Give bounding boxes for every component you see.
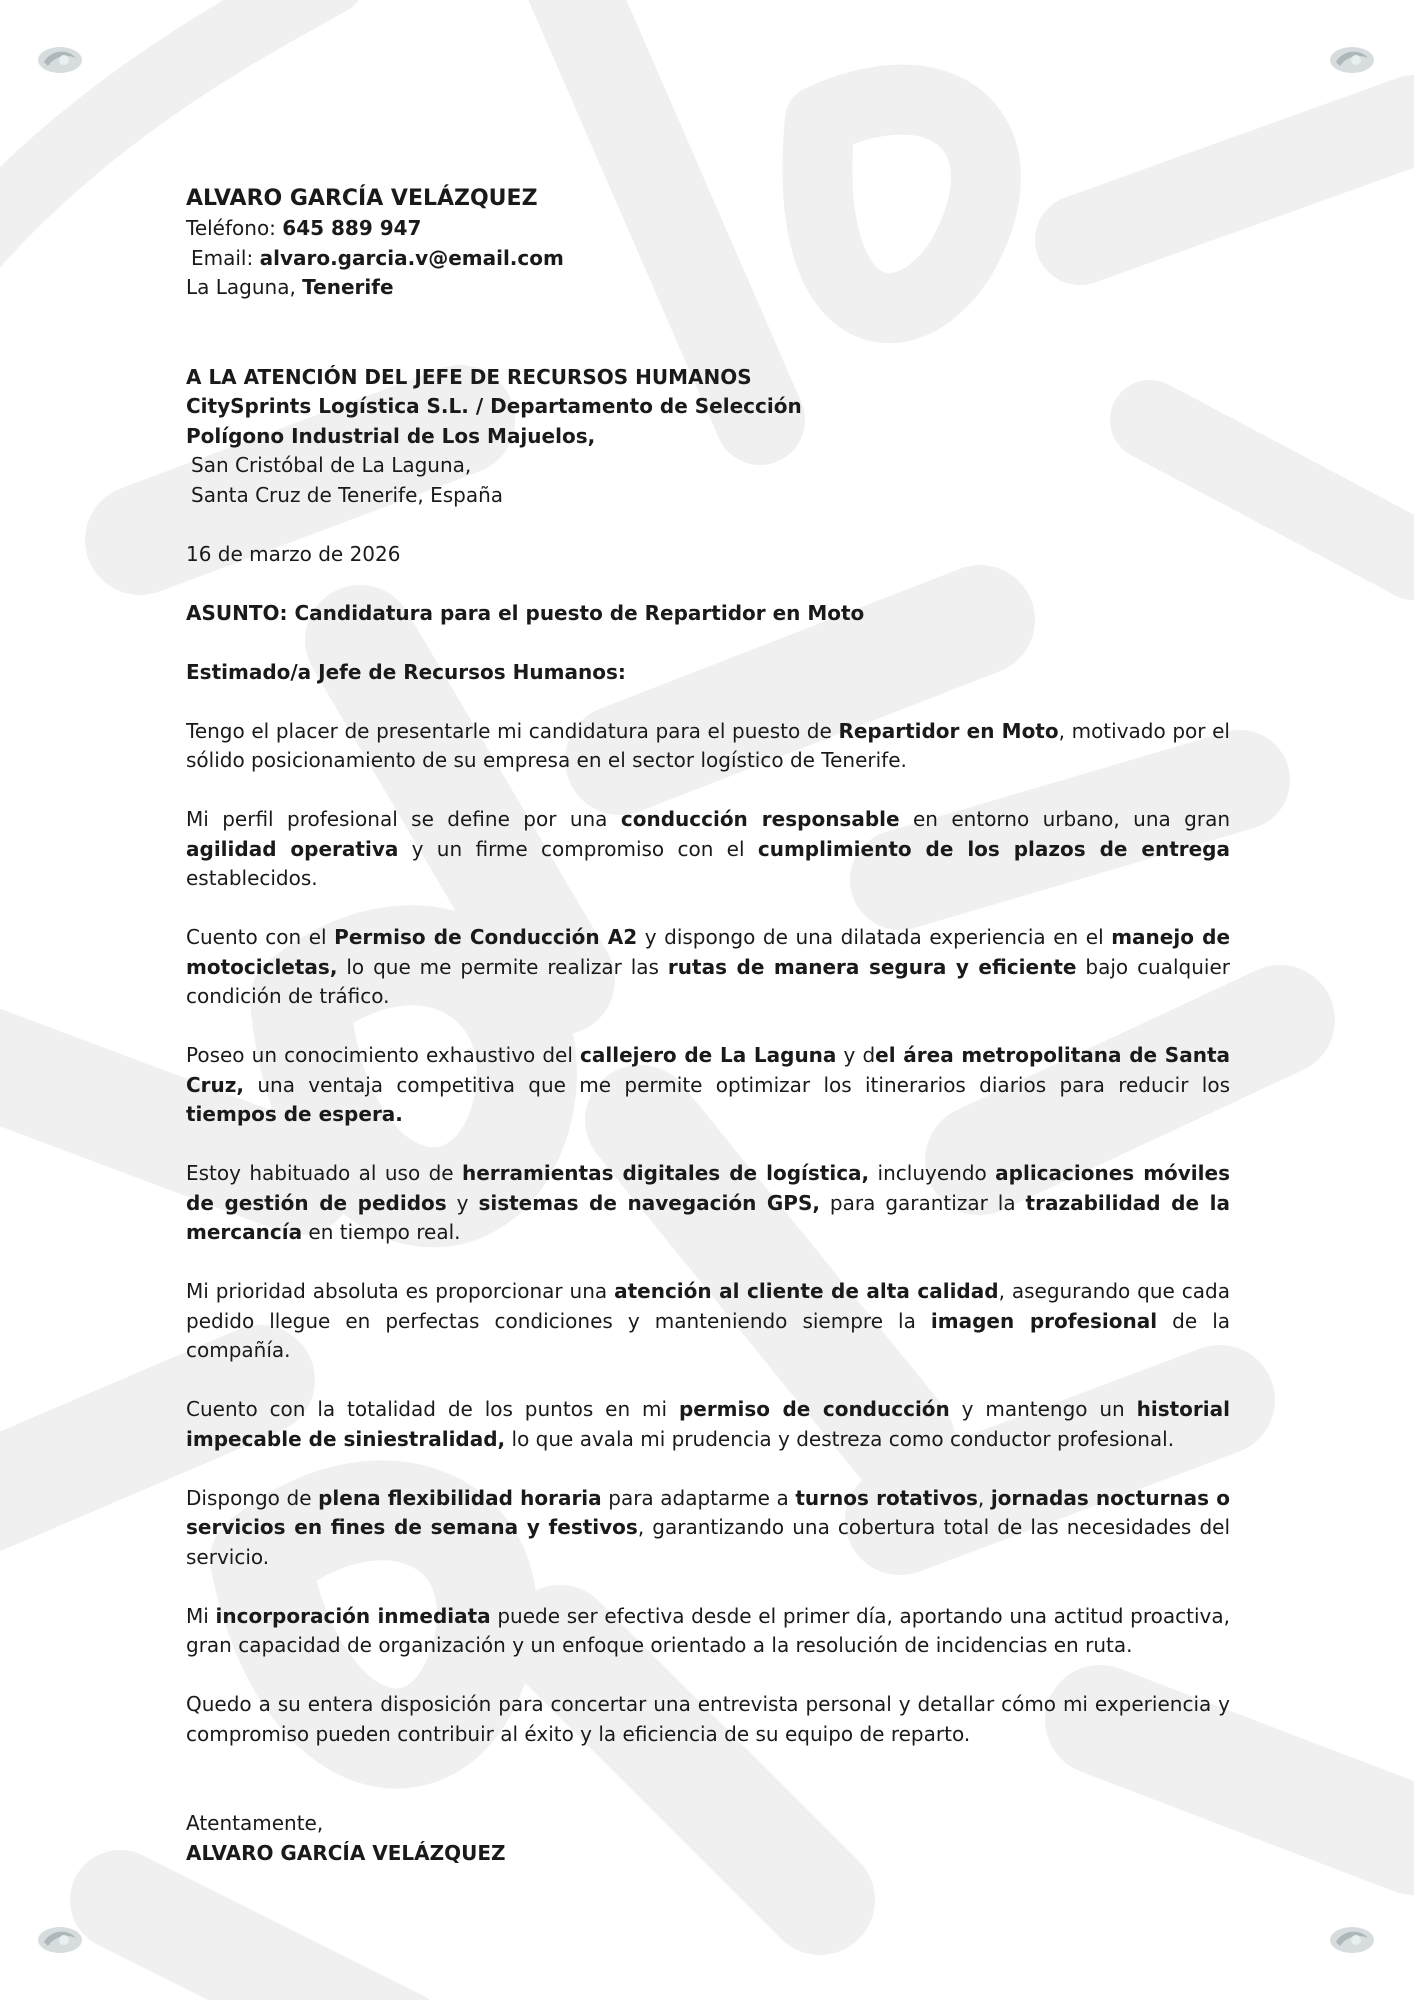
- text-segment: de la compañía.: [186, 1308, 1231, 1362]
- text-segment: Dispongo de: [186, 1485, 319, 1510]
- logo-icon: [34, 1920, 86, 1960]
- bold-text: el área metropolitana de Santa Cruz,: [186, 1043, 1230, 1097]
- letter-date: 16 de marzo de 2026: [186, 541, 401, 566]
- letter-closing: Atentamente,: [186, 1811, 324, 1835]
- letter-salutation: Estimado/a Jefe de Recursos Humanos:: [186, 659, 626, 684]
- text-segment: , asegurando que cada pedido llegue en perfectas condiciones y manteniendo siempre la: [186, 1279, 1230, 1333]
- logo-icon: [1326, 1920, 1378, 1960]
- text-segment: para garantizar la: [819, 1190, 1026, 1215]
- bold-text: cumplimiento de los plazos de entrega: [757, 836, 1230, 861]
- sender-location: [186, 273, 1230, 303]
- text-segment: y mantengo un: [949, 1397, 1137, 1421]
- recipient-block: [186, 363, 1230, 511]
- letter-subject: ASUNTO: Candidatura para el puesto de Repartidor en Moto: [186, 600, 865, 625]
- text-segment: , garantizando una cobertura total de las necesidades del servicio.: [186, 1515, 1230, 1569]
- bold-text: turnos rotativos: [795, 1485, 978, 1510]
- text-segment: una ventaja competitiva que me permite optimizar los itinerarios diarios para reducir los: [244, 1072, 1230, 1097]
- bold-text: permiso de conducción: [678, 1397, 950, 1421]
- body-paragraph: [186, 1690, 1230, 1749]
- phone-value: 645 889 947: [282, 216, 422, 240]
- phone-label: Teléfono:: [186, 216, 283, 240]
- cover-letter: [186, 184, 1230, 1868]
- body-paragraph: [186, 923, 1230, 1012]
- text-segment: Mi perfil profesional se define por una: [186, 807, 621, 831]
- bold-text: Repartidor en Moto: [838, 718, 1059, 743]
- bold-text: incorporación inmediata: [215, 1603, 491, 1628]
- bold-text: callejero de La Laguna: [580, 1043, 837, 1067]
- text-segment: para adaptarme a: [601, 1485, 796, 1510]
- text-segment: Quedo a su entera disposición para concertar una entrevista personal y detallar cómo mi experiencia y compromiso pueden contribuir al éxito y la eficiencia de su equipo de reparto.: [186, 1692, 1230, 1746]
- body-paragraph: [186, 717, 1230, 776]
- text-segment: , motivado por el sólido posicionamiento de su empresa en el sector logístico de Tenerife.: [186, 718, 1230, 772]
- text-segment: en entorno urbano, una gran: [899, 807, 1230, 831]
- body-paragraph: [186, 1484, 1230, 1573]
- logo-icon: [34, 40, 86, 80]
- text-segment: y: [446, 1190, 479, 1215]
- recipient-attention: A LA ATENCIÓN DEL JEFE DE RECURSOS HUMANOS: [186, 364, 752, 389]
- bold-text: atención al cliente de alta calidad: [614, 1279, 999, 1303]
- island: Tenerife: [302, 275, 394, 299]
- city: La Laguna,: [186, 275, 303, 299]
- text-segment: Tengo el placer de presentarle mi candidatura para el puesto de: [186, 718, 839, 743]
- text-segment: Cuento con el: [186, 925, 335, 949]
- body-paragraph: [186, 1277, 1230, 1366]
- bold-text: plena flexibilidad horaria: [318, 1485, 602, 1510]
- bold-text: conducción responsable: [620, 807, 900, 831]
- bold-text: aplicaciones móviles de gestión de pedidos: [186, 1161, 1230, 1215]
- body-paragraph: [186, 1602, 1230, 1661]
- text-segment: ,: [977, 1485, 991, 1510]
- email-value: alvaro.garcia.v@email.com: [259, 245, 564, 270]
- text-segment: Poseo un conocimiento exhaustivo del: [186, 1043, 581, 1067]
- text-segment: puede ser efectiva desde el primer día, aportando una actitud proactiva, gran capacidad de organización y un enfoque orientado a la resolución de incidencias en ruta.: [186, 1603, 1230, 1657]
- text-segment: y d: [836, 1043, 876, 1067]
- recipient-address-2: San Cristóbal de La Laguna,: [191, 453, 472, 477]
- text-segment: bajo cualquier condición de tráfico.: [186, 954, 1231, 1008]
- text-segment: en tiempo real.: [302, 1220, 461, 1244]
- text-segment: Mi: [186, 1603, 216, 1628]
- bold-text: Permiso de Conducción A2: [334, 925, 638, 949]
- sender-phone: [186, 214, 1230, 244]
- text-segment: Cuento con la totalidad de los puntos en mi: [186, 1397, 679, 1421]
- bold-text: trazabilidad de la mercancía: [186, 1190, 1230, 1244]
- body-paragraph: [186, 1041, 1230, 1130]
- sender-name: ALVARO GARCÍA VELÁZQUEZ: [186, 186, 538, 211]
- logo-icon: [1326, 40, 1378, 80]
- body-paragraph: [186, 1395, 1230, 1454]
- bold-text: agilidad operativa: [186, 836, 399, 861]
- text-segment: lo que avala mi prudencia y destreza como conductor profesional.: [505, 1426, 1175, 1451]
- sender-email: [186, 244, 1230, 274]
- bold-text: jornadas nocturnas o servicios en fines de semana y festivos: [186, 1485, 1230, 1539]
- recipient-address-1: Polígono Industrial de Los Majuelos,: [186, 423, 596, 448]
- recipient-company: CitySprints Logística S.L. / Departamento de Selección: [186, 394, 802, 418]
- bold-text: imagen profesional: [930, 1308, 1158, 1333]
- bold-text: tiempos de espera.: [186, 1102, 403, 1126]
- letter-body: [186, 687, 1230, 1749]
- sender-block: [186, 184, 1230, 303]
- text-segment: lo que me permite realizar las: [337, 954, 668, 979]
- text-segment: Mi prioridad absoluta es proporcionar una: [186, 1279, 615, 1303]
- bold-text: herramientas digitales de logística,: [462, 1161, 870, 1185]
- text-segment: y un firme compromiso con el: [398, 836, 758, 861]
- body-paragraph: [186, 805, 1230, 894]
- text-segment: Estoy habituado al uso de: [186, 1161, 462, 1185]
- text-segment: establecidos.: [186, 866, 318, 890]
- text-segment: y dispongo de una dilatada experiencia en el: [637, 925, 1112, 949]
- bold-text: rutas de manera segura y eficiente: [667, 954, 1077, 979]
- bold-text: historial impecable de siniestralidad,: [186, 1397, 1230, 1451]
- body-paragraph: [186, 1159, 1230, 1248]
- recipient-address-3: Santa Cruz de Tenerife, España: [191, 482, 504, 507]
- email-label: Email:: [191, 245, 260, 270]
- bold-text: sistemas de navegación GPS,: [478, 1190, 820, 1215]
- letter-signature: ALVARO GARCÍA VELÁZQUEZ: [186, 1840, 506, 1865]
- text-segment: incluyendo: [869, 1161, 996, 1185]
- bold-text: manejo de motocicletas,: [186, 925, 1231, 979]
